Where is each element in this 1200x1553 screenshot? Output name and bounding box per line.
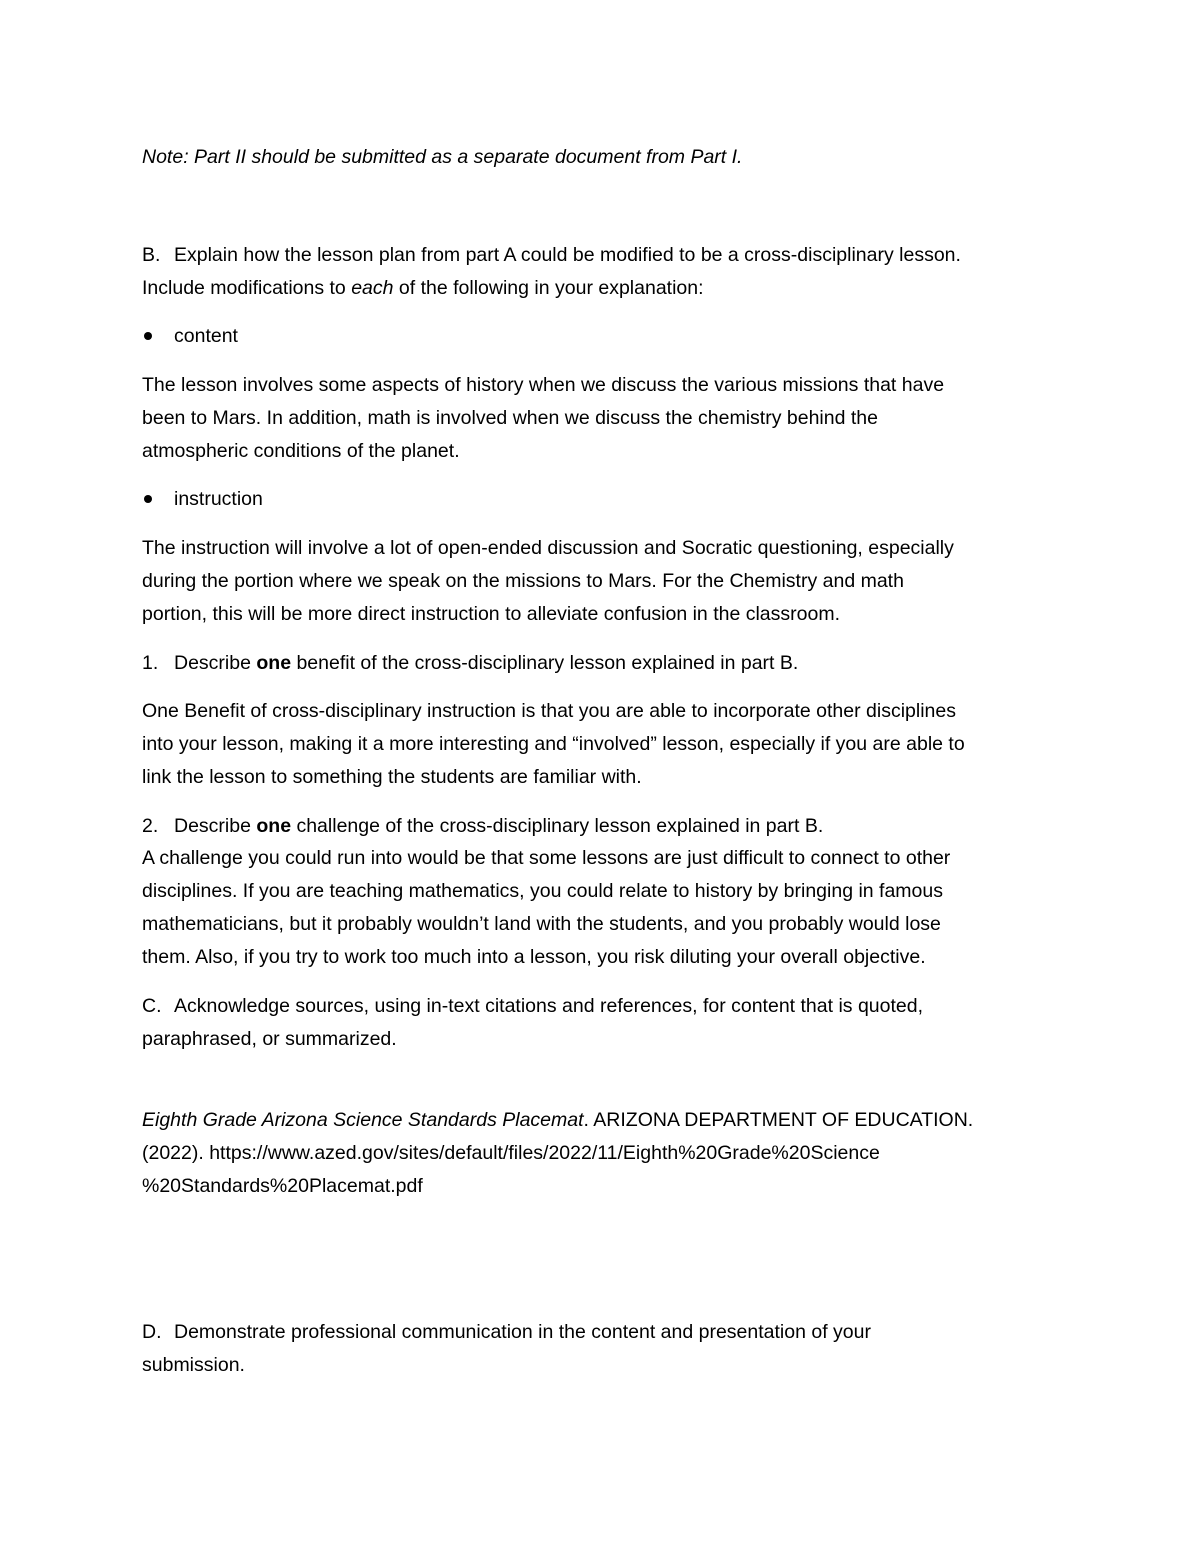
item-1-suffix: benefit of the cross-disciplinary lesson explained in part B. — [291, 652, 799, 674]
note-text: Note: Part II should be submitted as a separate document from Part I. — [142, 146, 743, 168]
item-1-bold: one — [256, 652, 292, 674]
item-1-number: 1. — [142, 652, 159, 674]
section-d-label: D. — [142, 1321, 162, 1343]
section-c-line2: paraphrased, or summarized. — [142, 1028, 397, 1050]
content-answer-line1: The lesson involves some aspects of history when we discuss the various missions that have — [142, 374, 945, 396]
item-1-answer-line1: One Benefit of cross-disciplinary instruction is that you are able to incorporate other disciplines — [142, 700, 956, 722]
bullet-dot-icon — [144, 332, 152, 340]
section-b-label: B. — [142, 244, 161, 266]
instruction-answer-line1: The instruction will involve a lot of open-ended discussion and Socratic questioning, especially — [142, 537, 954, 559]
section-b-prompt-text: Explain how the lesson plan from part A could be modified to be a cross-disciplinary lesson. — [174, 244, 961, 266]
section-b-prompt-prefix: Include modifications to — [142, 277, 352, 299]
section-c-label: C. — [142, 995, 162, 1017]
item-2-answer-line2: disciplines. If you are teaching mathematics, you could relate to history by bringing in famous — [142, 880, 943, 902]
section-d-line1 — [142, 1320, 871, 1344]
section-c-text: Acknowledge sources, using in-text citations and references, for content that is quoted, — [174, 995, 924, 1017]
reference-line2: (2022). https://www.azed.gov/sites/default/files/2022/11/Eighth%20Grade%20Science — [142, 1142, 880, 1164]
instruction-answer-line3: portion, this will be more direct instruction to alleviate confusion in the classroom. — [142, 603, 840, 625]
section-b-prompt-line2 — [142, 276, 704, 300]
item-2-prompt — [142, 814, 823, 838]
item-1-prompt — [142, 651, 798, 675]
item-1-answer-line3: link the lesson to something the students are familiar with. — [142, 766, 642, 788]
item-2-number: 2. — [142, 815, 159, 837]
reference-publisher: . ARIZONA DEPARTMENT OF EDUCATION. — [583, 1109, 974, 1131]
section-c-line1 — [142, 994, 923, 1018]
item-2-prefix: Describe — [174, 815, 257, 837]
item-2-bold: one — [256, 815, 292, 837]
section-b-prompt-suffix: of the following in your explanation: — [393, 277, 704, 299]
section-b-prompt-emphasis: each — [351, 277, 394, 299]
bullet-dot-icon — [144, 495, 152, 503]
bullet-content: content — [174, 325, 238, 347]
content-answer-line2: been to Mars. In addition, math is involved when we discuss the chemistry behind the — [142, 407, 878, 429]
section-b-prompt-line1 — [142, 243, 961, 267]
item-2-answer-line1: A challenge you could run into would be that some lessons are just difficult to connect to other — [142, 847, 951, 869]
item-1-prefix: Describe — [174, 652, 257, 674]
instruction-answer-line2: during the portion where we speak on the missions to Mars. For the Chemistry and math — [142, 570, 904, 592]
item-2-answer-line4: them. Also, if you try to work too much into a lesson, you risk diluting your overall objective. — [142, 946, 926, 968]
reference-title: Eighth Grade Arizona Science Standards Placemat — [142, 1109, 584, 1131]
item-2-answer-line3: mathematicians, but it probably wouldn’t land with the students, and you probably would lose — [142, 913, 941, 935]
reference-line3: %20Standards%20Placemat.pdf — [142, 1175, 423, 1197]
bullet-instruction: instruction — [174, 488, 263, 510]
content-answer-line3: atmospheric conditions of the planet. — [142, 440, 460, 462]
reference-line1 — [142, 1108, 973, 1132]
section-d-line2: submission. — [142, 1354, 245, 1376]
section-d-text: Demonstrate professional communication in the content and presentation of your — [174, 1321, 871, 1343]
item-1-answer-line2: into your lesson, making it a more interesting and “involved” lesson, especially if you are able to — [142, 733, 965, 755]
item-2-suffix: challenge of the cross-disciplinary lesson explained in part B. — [291, 815, 824, 837]
